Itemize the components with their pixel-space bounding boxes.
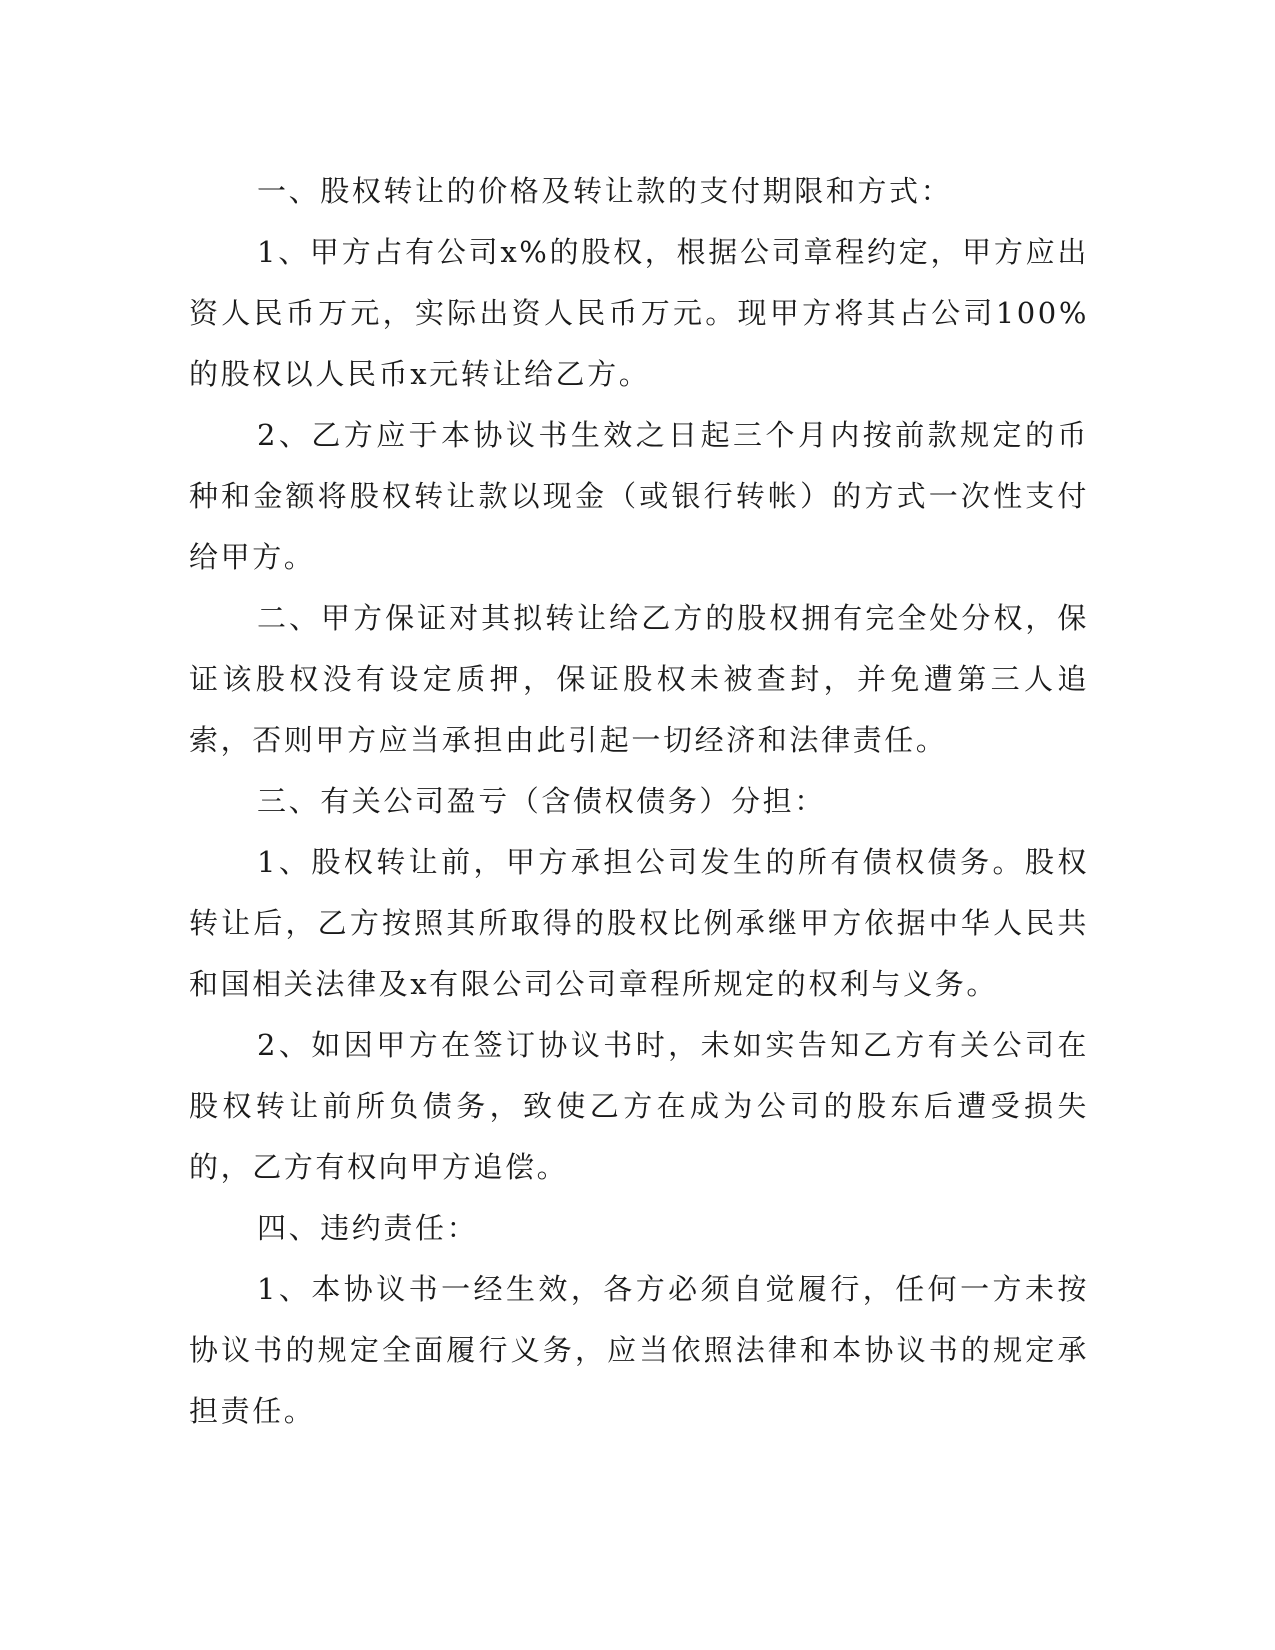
paragraph-undisclosed-debt: 2、如因甲方在签订协议书时，未如实告知乙方有关公司在股权转让前所负债务，致使乙方在成为公司的股东后遭受损失的，乙方有权向甲方追偿。 [189,1028,1089,1184]
paragraph-breach-liability: 1、本协议书一经生效，各方必须自觉履行，任何一方未按协议书的规定全面履行义务，应当依照法律和本协议书的规定承担责任。 [189,1272,1089,1428]
section-heading-price-payment: 一、股权转让的价格及转让款的支付期限和方式： [257,174,953,208]
paragraph-equity-share: 1、甲方占有公司x%的股权，根据公司章程约定，甲方应出资人民币万元，实际出资人民币万元。现甲方将其占公司100%的股权以人民币x元转让给乙方。 [189,235,1089,391]
document-body [189,161,1089,1442]
section-heading-warranty: 二、甲方保证对其拟转让给乙方的股权拥有完全处分权，保证该股权没有设定质押，保证股权未被查封，并免遭第三人追索，否则甲方应当承担由此引起一切经济和法律责任。 [189,601,1089,757]
paragraph-debt-before-transfer: 1、股权转让前，甲方承担公司发生的所有债权债务。股权转让后，乙方按照其所取得的股权比例承继甲方依据中华人民共和国相关法律及x有限公司公司章程所规定的权利与义务。 [189,845,1089,1001]
paragraph-payment-terms: 2、乙方应于本协议书生效之日起三个月内按前款规定的币种和金额将股权转让款以现金（或银行转帐）的方式一次性支付给甲方。 [189,418,1089,574]
section-heading-profit-loss: 三、有关公司盈亏（含债权债务）分担： [257,784,826,818]
section-heading-breach: 四、违约责任： [257,1211,479,1245]
